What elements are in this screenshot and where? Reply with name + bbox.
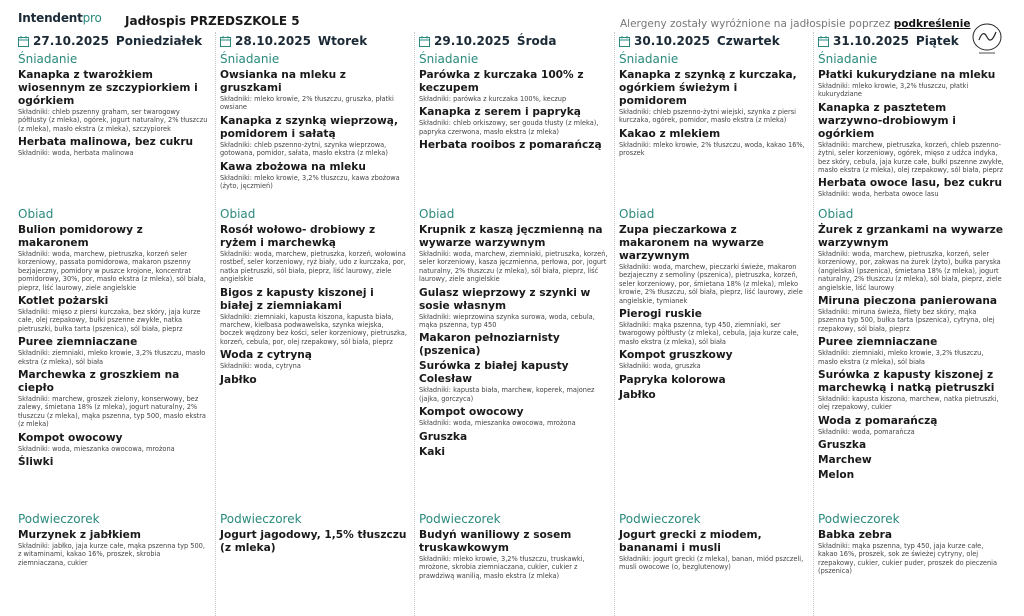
meal-section-lunch xyxy=(18,207,209,469)
dish-name: Kotlet pożarski xyxy=(18,295,109,308)
dish-ingredients: Składniki: woda, mieszanka owocowa, mrożona xyxy=(419,419,576,428)
dish-name: Śliwki xyxy=(18,456,54,469)
day-header xyxy=(18,32,211,50)
meal-heading: Podwieczorek xyxy=(220,512,302,526)
dish-name: Surówka z kapusty kiszonej z marchewką i natką pietruszki xyxy=(818,369,995,395)
dish-name: Bigos z kapusty kiszonej i białej z ziemniakami xyxy=(220,286,374,312)
meal-section-snack xyxy=(619,512,807,575)
meal-heading: Śniadanie xyxy=(18,52,78,66)
dish-name: Kompot owocowy xyxy=(18,431,123,444)
dish-name: Kawa zbożowa na mleku xyxy=(220,160,366,173)
dish-name: Woda z pomarańczą xyxy=(818,414,938,427)
dish-name: Miruna pieczona panierowana xyxy=(818,295,998,308)
dish-name: Żurek z grzankami na wywarze warzywnym xyxy=(818,224,1004,249)
meal-heading: Obiad xyxy=(18,207,54,221)
dish-name: Kaki xyxy=(419,445,446,458)
dish-ingredients: Składniki: woda, marchew, pietruszka, korzeń seler korzeniowy, passata pomidorowa, makaron pszenny bezjajeczny, pomidory w puszce krojone, koncentrat pomidorowy, 30%, por, masło ekstra (z mleka), sól biała, pieprz, liść laurowy, ziele angielskie xyxy=(18,250,206,292)
day-header xyxy=(818,32,1006,50)
meal-section-snack xyxy=(818,512,1004,579)
dish-ingredients: Składniki: mleko krowie, 3,2% tłuszczu, truskawki, mrożone, skrobia ziemniaczana, cukier, cukier z prawdziwą wanilią, masło ekstra (z mleka) xyxy=(419,555,585,580)
meal-section-lunch xyxy=(818,207,1004,482)
dish-name: Kanapka z szynką wieprzową, pomidorem i sałatą xyxy=(220,114,398,140)
meal-heading: Obiad xyxy=(220,207,256,221)
dish-name: Kompot owocowy xyxy=(419,406,524,419)
meal-section-breakfast xyxy=(818,52,1004,202)
day-column xyxy=(215,32,414,616)
day-name: Poniedziałek xyxy=(115,34,203,48)
dish-ingredients: Składniki: mleko krowie, 3,2% tłuszczu, płatki kukurydziane xyxy=(818,82,969,99)
dish-name: Marchewka z groszkiem na ciepło xyxy=(18,369,180,395)
dish-ingredients: Składniki: chleb pszenno-żytni wiejski, szynka z piersi kurczaka, ogórek, pomidor, masło ekstra (z mleka) xyxy=(619,108,796,125)
dish-ingredients: Składniki: chleb pszenno-żytni, szynka wieprzowa, gotowana, pomidor, sałata, masło ekstra (z mleka) xyxy=(220,140,388,158)
meal-heading: Śniadanie xyxy=(419,52,479,66)
allergen-note: Alergeny zostały wyróżnione na jadłospisie poprzez podkreślenie xyxy=(620,18,971,30)
dish-name: Gruszka xyxy=(419,430,468,443)
dish-name: Woda z cytryną xyxy=(220,349,312,362)
dish-ingredients: Składniki: woda, marchew, pietruszka, korzeń, wołowina rostbef, seler korzeniowy, ryż biały, udo z kurczaka, por, natka pietruszki, sól biała, pieprz, liść laurowy, ziele angielskie xyxy=(220,250,406,284)
day-name: Wtorek xyxy=(317,34,368,48)
dish-name: Bulion pomidorowy z makaronem xyxy=(18,224,143,249)
meal-heading: Obiad xyxy=(818,207,854,221)
dish-ingredients: Składniki: chleb pszenny graham, ser twarogowy półtłusty (z mleka), ogórek, jogurt naturalny, 2% tłuszczu (z mleka), masło ekstra (z mleka), szczypiorek xyxy=(18,108,208,133)
dish-ingredients: Składniki: woda, herbata owoce lasu xyxy=(818,190,939,199)
meal-section-breakfast xyxy=(18,52,209,161)
dish-name: Babka zebra xyxy=(818,529,892,541)
dish-name: Kanapka z pasztetem warzywno-drobiowym i ogórkiem xyxy=(818,101,956,140)
dish-ingredients: Składniki: mleko krowie, 3,2% tłuszczu, kawa zbożowa (żyto, jęczmień) xyxy=(220,173,400,191)
day-column xyxy=(813,32,1010,616)
dish-name: Melon xyxy=(818,469,855,482)
meal-heading: Podwieczorek xyxy=(619,512,701,526)
meal-section-lunch xyxy=(419,207,608,459)
dish-name: Herbata malinowa, bez cukru xyxy=(18,136,194,149)
day-column xyxy=(14,32,215,616)
dish-ingredients: Składniki: ziemniaki, mleko krowie, 3,2% tłuszczu, masło ekstra (z mleka), sól biała xyxy=(18,349,206,366)
dish-ingredients: Składniki: marchew, groszek zielony, konserwowy, bez zalewy, śmietana 18% (z mleka), jogurt naturalny, 2% tłuszczu (z mleka), mąka pszenna, typ 500, masło ekstra (z mleka) xyxy=(18,395,206,429)
dish-ingredients: Składniki: miruna świeża, filety bez skóry, mąka pszenna typ 500, bułka tarta (pszenica), cytryna, olej rzepakowy, sól biała, pieprz xyxy=(818,308,995,333)
meal-section-breakfast xyxy=(419,52,608,152)
header-bar xyxy=(0,0,1024,32)
dish-ingredients: Składniki: parówka z kurczaka 100%, keczup xyxy=(419,95,567,103)
dish-name: Gulasz wieprzowy z szynki w sosie własnym xyxy=(419,286,591,312)
dish-name: Kanapka z twarożkiem wiosennym ze szczypiorkiem i ogórkiem xyxy=(18,69,198,107)
day-date: 27.10.2025 xyxy=(33,34,109,48)
dish-ingredients: Składniki: chleb orkiszowy, ser gouda tłusty (z mleka), papryka czerwona, masło ekstra (z mleka) xyxy=(419,119,599,136)
dish-ingredients: Składniki: mąka pszenna, typ 450, jaja kurze całe, kakao 16%, proszek, sok ze świeżej cytryny, olej rzepakowy, cukier, cukier puder, proszek do pieczenia (pszenica) xyxy=(818,542,998,576)
dish-ingredients: Składniki: woda, herbata malinowa xyxy=(18,149,134,158)
calendar-icon xyxy=(419,36,430,47)
dish-ingredients: Składniki: mleko krowie, 2% tłuszczu, woda, kakao 16%, proszek xyxy=(619,140,805,158)
meal-section-lunch xyxy=(220,207,408,387)
day-name: Piątek xyxy=(915,34,959,48)
dish-ingredients: Składniki: woda, marchew, pietruszka, korzeń, seler korzeniowy, por, zakwas na żurek (żyto), bułka paryska (angielska) (pszenica), śmietana 18% (z mleka), jogurt naturalny, 2% tłuszczu (z mleka), sól biała, pieprz, ziele angielskie, liść laurowy xyxy=(818,250,1002,292)
dish-ingredients: Składniki: kapusta kiszona, marchew, natka pietruszki, olej rzepakowy, cukier xyxy=(818,395,999,412)
day-date: 30.10.2025 xyxy=(634,34,710,48)
day-date: 29.10.2025 xyxy=(434,34,510,48)
dish-name: Surówka z białej kapusty Colesław xyxy=(419,360,569,386)
dish-ingredients: Składniki: ziemniaki, kapusta kiszona, kapusta biała, marchew, kiełbasa podwawelska, szynka wiejska, boczek wędzony bez kości, seler korzeniowy, pietruszka, korzeń, cebula, por, olej rzepakowy, sól biała, pieprz xyxy=(220,312,407,346)
dish-ingredients: Składniki: woda, marchew, ziemniaki, pietruszka, korzeń, seler korzeniowy, kasza jęczmienna, perłowa, por, jogurt naturalny, 2% tłuszczu (z mleka), sól biała, pieprz, liść laurowy, ziele angielskie xyxy=(419,250,608,284)
dish-ingredients: Składniki: woda, mieszanka owocowa, mrożona xyxy=(18,444,175,453)
dish-name: Puree ziemniaczane xyxy=(818,336,938,349)
meal-heading: Śniadanie xyxy=(220,52,280,66)
day-date: 31.10.2025 xyxy=(833,34,909,48)
menu-week-grid xyxy=(14,32,1010,616)
dish-ingredients: Składniki: mleko krowie, 2% tłuszczu, gruszka, płatki owsiane xyxy=(220,95,394,112)
dish-name: Budyń waniliowy z sosem truskawkowym xyxy=(419,529,572,554)
day-date: 28.10.2025 xyxy=(235,34,311,48)
meal-section-breakfast xyxy=(619,52,807,161)
dish-name: Owsianka na mleku z gruszkami xyxy=(220,69,346,94)
meal-heading: Podwieczorek xyxy=(18,512,100,526)
dish-name: Gruszka xyxy=(818,439,867,452)
dish-name: Płatki kukurydziane na mleku xyxy=(818,69,996,81)
dish-name: Parówka z kurczaka 100% z keczupem xyxy=(419,69,584,94)
dish-name: Papryka kolorowa xyxy=(619,373,726,386)
dish-name: Zupa pieczarkowa z makaronem na wywarze warzywnym xyxy=(619,224,764,262)
dish-ingredients: Składniki: kapusta biała, marchew, koperek, majonez (jajka, gorczyca) xyxy=(419,386,595,403)
brand-logo: Intendentpro xyxy=(18,11,102,25)
dish-name: Krupnik z kaszą jęczmienną na wywarze warzywnym xyxy=(419,224,603,249)
calendar-icon xyxy=(220,36,231,47)
meal-heading: Śniadanie xyxy=(619,52,679,66)
meal-heading: Śniadanie xyxy=(818,52,878,66)
meal-heading: Podwieczorek xyxy=(419,512,501,526)
dish-name: Herbata rooibos z pomarańczą xyxy=(419,139,602,152)
dish-ingredients: Składniki: mąka pszenna, typ 450, ziemniaki, ser twarogowy półtłusty (z mleka), cebula, jaja kurze całe, masło ekstra (z mleka), sól biała xyxy=(619,321,799,346)
day-column xyxy=(614,32,813,616)
dish-name: Makaron pełnoziarnisty (pszenica) xyxy=(419,332,560,358)
meal-section-snack xyxy=(18,512,209,570)
calendar-icon xyxy=(818,36,829,47)
dish-name: Rosół wołowo- drobiowy z ryżem i marchewką xyxy=(220,224,376,249)
dish-ingredients: Składniki: wieprzowina szynka surowa, woda, cebula, mąka pszenna, typ 450 xyxy=(419,312,595,330)
dish-ingredients: Składniki: woda, gruszka xyxy=(619,362,701,371)
dish-ingredients: Składniki: marchew, pietruszka, korzeń, chleb pszenno-żytni, seler korzeniowy, ogórek, mięso z udźca indyka, bez skóry, cebula, jaja kurze całe, bułki pszenne zwykłe, masło ekstra (z mleka), olej rzepakowy, sól biała, pieprz xyxy=(818,140,1004,175)
meal-heading: Podwieczorek xyxy=(818,512,900,526)
calendar-icon xyxy=(619,36,630,47)
dish-name: Kompot gruszkowy xyxy=(619,349,733,362)
day-name: Środa xyxy=(516,34,557,48)
meal-section-breakfast xyxy=(220,52,408,193)
dish-name: Pierogi ruskie xyxy=(619,308,702,321)
dish-ingredients: Składniki: mięso z piersi kurczaka, bez skóry, jaja kurze całe, olej rzepakowy, bułki pszenne zwykłe, natka pietruszki, bułka tarta (pszenica), sól biała, pieprz xyxy=(18,308,201,333)
dish-ingredients: Składniki: ziemniaki, mleko krowie, 3,2% tłuszczu, masło ekstra (z mleka), sól biała xyxy=(818,349,984,366)
dish-name: Jogurt jagodowy, 1,5% tłuszczu (z mleka) xyxy=(220,529,407,554)
page-title: Jadłospis PRZEDSZKOLE 5 xyxy=(125,14,300,28)
dish-name: Murzynek z jabłkiem xyxy=(18,529,141,541)
dish-ingredients: Składniki: woda, marchew, pieczarki świeże, makaron bezjajeczny z semoliny (pszenica), pietruszka, korzeń, seler korzeniowy, por, śmietana 18% (z mleka), mleko krowie, 2% tłuszczu, sól biała, pieprz, liść laurowy, ziele angielskie, tymianek xyxy=(619,263,803,305)
meal-section-lunch xyxy=(619,207,807,402)
meal-heading: Obiad xyxy=(619,207,655,221)
day-header xyxy=(419,32,610,50)
dish-name: Jabłko xyxy=(619,388,656,401)
dish-ingredients: Składniki: woda, pomarańcza xyxy=(818,427,915,436)
dish-name: Jogurt grecki z miodem, bananami i musli xyxy=(619,529,762,554)
meal-heading: Obiad xyxy=(419,207,455,221)
day-header xyxy=(619,32,809,50)
meal-section-snack xyxy=(419,512,608,583)
dish-name: Jabłko xyxy=(220,373,257,386)
dish-ingredients: Składniki: jogurt grecki (z mleka), banan, miód pszczeli, musli owocowe (o, bezglutenowy) xyxy=(619,555,804,572)
calendar-icon xyxy=(18,36,29,47)
dish-name: Puree ziemniaczane xyxy=(18,336,138,349)
dish-name: Kanapka z szynką z kurczaka, ogórkiem świeżym i pomidorem xyxy=(619,69,797,107)
day-column xyxy=(414,32,614,616)
day-name: Czwartek xyxy=(716,34,780,48)
meal-section-snack xyxy=(220,512,408,555)
dish-name: Kakao z mlekiem xyxy=(619,127,721,140)
dish-name: Kanapka z serem i papryką xyxy=(419,106,581,119)
dish-name: Herbata owoce lasu, bez cukru xyxy=(818,177,1002,190)
dish-ingredients: Składniki: woda, cytryna xyxy=(220,362,301,371)
day-header xyxy=(220,32,410,50)
dish-name: Marchew xyxy=(818,454,872,467)
dish-ingredients: Składniki: jabłko, jaja kurze całe, mąka pszenna typ 500, z witaminami, kakao 16%, proszek, skrobia ziemniaczana, cukier xyxy=(18,542,205,567)
